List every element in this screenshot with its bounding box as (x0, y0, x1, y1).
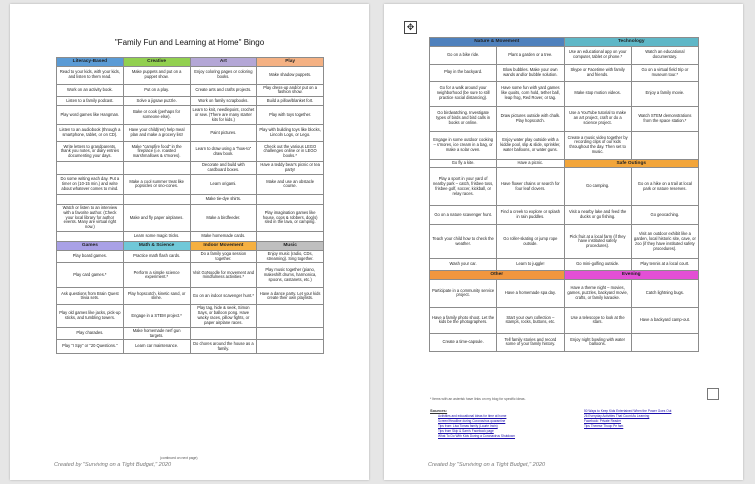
bingo-square: Learn to draw using a "how-to" draw book. (190, 142, 257, 162)
bingo-square: Skype or Facetime with family and friends. (564, 64, 631, 81)
source-link[interactable]: 26 Everyday Activities That Count As Learning (584, 414, 650, 418)
bingo-square: Learn to knit, needlepoint, crochet or sew. (There are many starter kits for kids.) (190, 106, 257, 125)
bingo-square: Do a family yoga session together. (190, 250, 257, 263)
bingo-square: Go on a bike ride. (430, 46, 497, 64)
continued-note: (continued on next page) (160, 456, 198, 460)
bingo-square: Play a sport in your yard of nearby park – catch, frisbee toss, frisbee golf, soccer, kickball, or relay races. (430, 168, 497, 206)
bingo-square: Enjoy water play outside with a kiddie pool, slip & slide, sprinkler, water balloons, or water guns. (497, 131, 564, 159)
bingo-square: Engage in a STEM project.* (123, 305, 190, 327)
bingo-square: Enjoy a family movie. (631, 81, 698, 106)
bingo-square: Play in the backyard. (430, 64, 497, 81)
checkbox[interactable] (707, 388, 719, 400)
bingo-square: Make "campfire food" in the fireplace (i.e. roasted marshmallows & s'mores). (123, 142, 190, 162)
bingo-square: Plant a garden or a tree. (497, 46, 564, 64)
bingo-square (257, 340, 324, 354)
bingo-square: Make homemade nerf gun targets. (123, 327, 190, 340)
bingo-square (631, 333, 698, 351)
bingo-square: Learn some magic tricks. (123, 232, 190, 242)
bingo-square: Draw pictures outside with chalk. Play hopscotch. (497, 106, 564, 131)
bingo-square: Have a dance party. Let your kids create their own playlists. (257, 288, 324, 305)
bingo-square (257, 232, 324, 242)
source-link[interactable]: Activities and educational ideas for time at home (438, 414, 507, 418)
category-header: Other (430, 271, 565, 280)
bingo-square: Teach your child how to check the weather. (430, 225, 497, 259)
asterisk-note: * Items with an asterisk have links on my blog for specific ideas. (430, 397, 526, 401)
source-link[interactable]: Facebook: Private Reader (584, 419, 622, 423)
bingo-square: Have some fun with yard games like quoits, corn hold, tether ball, leap frog, Red Rover, or tag. (497, 81, 564, 106)
bingo-square: Find a creek to explore or splash in rain puddles. (497, 206, 564, 225)
category-header: Creative (123, 58, 190, 67)
bingo-square: Play hopscotch, kinetic sand, or slime. (123, 288, 190, 305)
category-header: Indoor Movement (190, 242, 257, 251)
bingo-square: Have flower chains or search for four leaf clovers. (497, 168, 564, 206)
bingo-square: Work on family scrapbooks. (190, 97, 257, 106)
bingo-square: Engage in some outdoor cooking – s'mores, ice cream in a bag, or make a solar oven. (430, 131, 497, 159)
bingo-square: Watch STEM demonstrations from the space station.* (631, 106, 698, 131)
category-header: Music (257, 242, 324, 251)
bingo-square: Learn to juggle! (497, 259, 564, 271)
bingo-square: Play card games.* (57, 263, 124, 288)
bingo-square: Make a cool summer treat like popsicles or sno-cones. (123, 174, 190, 194)
bingo-square (257, 305, 324, 327)
category-header: Games (57, 242, 124, 251)
bingo-square: Make shadow puppets. (257, 66, 324, 84)
bingo-square: Make and use an obstacle course. (257, 174, 324, 194)
bingo-square: Do some writing each day. Put a timer on (10-15 min.) and write about whatever comes to mind. (57, 174, 124, 194)
bingo-square: Watch or listen to an interview with a favorite author. (Check your local library for author events. Many are virtual right now.) (57, 204, 124, 231)
bingo-square (257, 194, 324, 204)
bingo-square: Listen to an audiobook (through a smartphone, tablet, or on CD). (57, 125, 124, 142)
category-header: Evening (564, 271, 699, 280)
category-header: Play (257, 58, 324, 67)
bingo-square: Go on a nature scavenger hunt. (430, 206, 497, 225)
source-link[interactable]: Screen/Headline during Coronavirus quarantine (438, 419, 506, 423)
footer-credit: Created by "Surviving on a Tight Budget," 2020 (54, 462, 172, 468)
bingo-grid-page-1 (56, 57, 324, 354)
bingo-square: Practice math flash cards. (123, 250, 190, 263)
bingo-square: Go mini-golfing outside. (564, 259, 631, 271)
bingo-square: Play "I Spy" or "20 Questions." (57, 340, 124, 354)
bingo-title: "Family Fun and Learning at Home" Bingo (114, 38, 265, 47)
bingo-square: Play word games like Hangman. (57, 106, 124, 125)
move-handle-icon[interactable]: ✥ (404, 21, 417, 34)
bingo-square: Visit GoNoodle for movement and mindfulness activities.* (190, 263, 257, 288)
bingo-square: Start your own collection – stamps, rocks, buttons, etc. (497, 307, 564, 333)
bingo-square: Go for a walk around your neighborhood (be sure to still practice social distancing). (430, 81, 497, 106)
category-header: Nature & Movement (430, 38, 565, 47)
bingo-square: Make puppets and put on a puppet show. (123, 66, 190, 84)
bingo-square: Go fly a kite. (430, 159, 497, 168)
bingo-square: Play music together (piano, makeshift drums, harmonica, spoons, castanets, etc.) (257, 263, 324, 288)
category-header: Technology (564, 38, 699, 47)
source-link[interactable]: What To Do With Kids During a Coronavirus Shutdown (438, 434, 516, 438)
sources-title: Sources: (430, 408, 448, 413)
bingo-square: Have a teddy bear's picnic or tea party! (257, 162, 324, 175)
bingo-square: Wash your car. (430, 259, 497, 271)
bingo-square: Play tag, hide & seek, Simon Says, or balloon pong. Have wacky races, pillow fights, or paper airplane races. (190, 305, 257, 327)
bingo-square: Visit a nearby lake and feed the ducks or go fishing. (564, 206, 631, 225)
source-link[interactable]: Tips from: Lisa Tomas family (Laurie Irwin) (438, 424, 498, 428)
bingo-square: Play tennis at a local court. (631, 259, 698, 271)
page-2 (384, 4, 743, 480)
category-header: Math & Science (123, 242, 190, 251)
source-link[interactable]: Tips Therese Thoop Pe fam (584, 424, 624, 428)
bingo-square: Solve a jigsaw puzzle. (123, 97, 190, 106)
bingo-square: Build a pillow/blanket fort. (257, 97, 324, 106)
bingo-square: Have a family photo shoot. Let the kids be the photographers. (430, 307, 497, 333)
bingo-square: Tell family stories and record some of your family history. (497, 333, 564, 351)
bingo-square: Create arts and crafts projects. (190, 84, 257, 97)
bingo-square: Bake or cook (perhaps for someone else). (123, 106, 190, 125)
bingo-square: Ask questions from Brain Quest trivia sets. (57, 288, 124, 305)
bingo-square (57, 194, 124, 204)
bingo-square (57, 162, 124, 175)
bingo-square (190, 327, 257, 340)
bingo-square: Enjoy night bowling with water balloons. (564, 333, 631, 351)
bingo-square: Enjoy music (radio, CDs, streaming). Sing together. (257, 250, 324, 263)
category-header: Literacy-Based (57, 58, 124, 67)
category-header: Art (190, 58, 257, 67)
bingo-square: Go camping. (564, 168, 631, 206)
bingo-square: Have a backyard camp-out. (631, 307, 698, 333)
bingo-square: Have a theme night – movies, games, puzzles, backyard movie, crafts, or family karaoke. (564, 279, 631, 307)
bingo-square: Make tie-dye shirts. (190, 194, 257, 204)
bingo-square: Have a picnic. (497, 159, 564, 168)
source-link[interactable]: Tips from Skip & Sam's Facebook page (438, 429, 494, 433)
bingo-square: Blow bubbles. Make your own wands and/or bubble solution. (497, 64, 564, 81)
bingo-square: Use a YouTube tutorial to make an art project, craft or do a science project. (564, 106, 631, 131)
bingo-square: Check out the various LEGO challenges online or in LEGO books.* (257, 142, 324, 162)
bingo-square: Make a birdfeeder. (190, 204, 257, 231)
bingo-square: Do chores around the house as a family. (190, 340, 257, 354)
bingo-square: Enjoy coloring pages or coloring books. (190, 66, 257, 84)
bingo-square: Learn car maintenance. (123, 340, 190, 354)
bingo-square: Make and fly paper airplanes. (123, 204, 190, 231)
bingo-square: Catch lightning bugs. (631, 279, 698, 307)
bingo-square: Learn origami. (190, 174, 257, 194)
bingo-square: Have your child(ren) help meal plan and make a grocery list! (123, 125, 190, 142)
bingo-square: Go on a hike on a trail at local park or nature reserves. (631, 168, 698, 206)
bingo-square: Read to your kids, with your kids, and listen to them read. (57, 66, 124, 84)
bingo-square: Use a telescope to look at the stars. (564, 307, 631, 333)
bingo-square: Play old games like jacks, pick-up sticks, and tumbling towers. (57, 305, 124, 327)
bingo-square: Play charades. (57, 327, 124, 340)
source-link[interactable]: 50 Ways to Keep Kids Entertained When the Power Goes Out (584, 409, 672, 413)
bingo-square: Play imagination games like house, cops & robbers, dog(s) sled in the lava, or camping. (257, 204, 324, 231)
bingo-square: Perform a simple science experiment.* (123, 263, 190, 288)
bingo-square (57, 232, 124, 242)
bingo-square: Play board games. (57, 250, 124, 263)
bingo-square: Go on an indoor scavenger hunt.* (190, 288, 257, 305)
bingo-square: Visit an outdoor exhibit like a garden, local historic site, cave, or zoo (if they have instituted safety procedures). (631, 225, 698, 259)
footer-credit-2: Created by "Surviving on a Tight Budget," 2020 (428, 462, 546, 468)
bingo-square: Make stop motion videos. (564, 81, 631, 106)
page-1 (10, 4, 369, 480)
bingo-square (631, 131, 698, 159)
bingo-square (257, 327, 324, 340)
bingo-square: Create a time-capsule. (430, 333, 497, 351)
bingo-square: Paint pictures. (190, 125, 257, 142)
bingo-grid-page-2 (429, 37, 699, 352)
bingo-square: Play dress-up and/or put on a fashion show. (257, 84, 324, 97)
bingo-square: Go roller-skating or jump rope outside. (497, 225, 564, 259)
bingo-square: Create a music video together by recording clips of our kids throughout the day. Then set to music. (564, 131, 631, 159)
bingo-square: Play with building toys like blocks, Lincoln Logs, or Lego. (257, 125, 324, 142)
bingo-square: Watch an educational documentary. (631, 46, 698, 64)
bingo-square: Pick fruit at a local farm (if they have instituted safety procedures). (564, 225, 631, 259)
bingo-square: Decorate and build with cardboard boxes. (190, 162, 257, 175)
bingo-square: Play with toys together. (257, 106, 324, 125)
bingo-square: Make homemade cards. (190, 232, 257, 242)
bingo-square: Go geocaching. (631, 206, 698, 225)
bingo-square: Go on a virtual field trip or museum tour.* (631, 64, 698, 81)
bingo-square (123, 162, 190, 175)
bingo-square: Participate in a community service project. (430, 279, 497, 307)
bingo-square: Listen to a family podcast. (57, 97, 124, 106)
bingo-square: Put on a play. (123, 84, 190, 97)
category-header: Safe Outings (564, 159, 699, 168)
bingo-square (123, 194, 190, 204)
bingo-square: Have a homemade spa day. (497, 279, 564, 307)
bingo-square: Work on an activity book. (57, 84, 124, 97)
bingo-square: Write letters to grandparents, thank you notes, or diary entries documenting your days. (57, 142, 124, 162)
bingo-square: Use an educational app on your computer, tablet or phone.* (564, 46, 631, 64)
bingo-square: Go birdwatching. Investigate types of birds and bird calls in books or online. (430, 106, 497, 131)
